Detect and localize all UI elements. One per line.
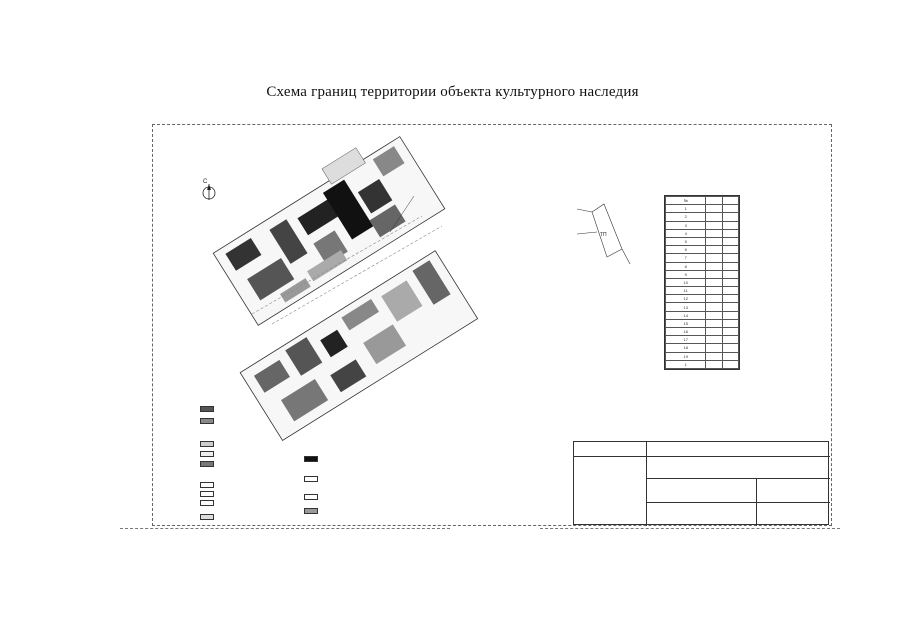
table-cell <box>722 303 738 311</box>
table-cell: 7 <box>666 254 706 262</box>
table-cell: 13 <box>666 303 706 311</box>
table-row <box>666 229 739 237</box>
table-row <box>666 287 739 295</box>
legend-swatch <box>200 406 214 412</box>
table-row <box>666 254 739 262</box>
table-cell <box>722 319 738 327</box>
table-row <box>666 336 739 344</box>
table-cell <box>722 213 738 221</box>
table-cell <box>722 287 738 295</box>
title-block <box>573 441 829 525</box>
table-row <box>666 221 739 229</box>
table-cell <box>706 303 722 311</box>
table-cell <box>722 262 738 270</box>
table-cell: 1 <box>666 205 706 213</box>
table-cell: 9 <box>666 270 706 278</box>
legend-swatch <box>304 508 318 514</box>
table-cell: 18 <box>666 344 706 352</box>
table-cell <box>706 287 722 295</box>
table-cell: 6 <box>666 246 706 254</box>
table-cell: 16 <box>666 328 706 336</box>
table-cell <box>722 336 738 344</box>
table-row <box>666 360 739 368</box>
table-cell <box>706 229 722 237</box>
table-cell <box>706 205 722 213</box>
table-cell: 12 <box>666 295 706 303</box>
table-cell: 3 <box>666 221 706 229</box>
table-cell <box>706 262 722 270</box>
table-cell: 11 <box>666 287 706 295</box>
table-row <box>666 311 739 319</box>
north-arrow-icon <box>203 184 215 200</box>
table-cell <box>706 352 722 360</box>
table-cell: 1 <box>666 360 706 368</box>
table-cell <box>706 319 722 327</box>
legend-swatch <box>200 418 214 424</box>
legend-swatch <box>304 476 318 482</box>
table-cell <box>706 254 722 262</box>
table-row <box>666 295 739 303</box>
legend-swatch <box>304 494 318 500</box>
scan-line <box>120 528 450 529</box>
legend-swatch <box>200 441 214 447</box>
table-row <box>666 270 739 278</box>
table-cell <box>722 270 738 278</box>
table-header-cell: № <box>666 197 706 205</box>
table-cell: 17 <box>666 336 706 344</box>
table-cell <box>722 254 738 262</box>
table-cell <box>706 328 722 336</box>
legend-swatch <box>200 500 214 506</box>
table-cell <box>722 352 738 360</box>
legend-swatch <box>200 451 214 457</box>
table-cell: 10 <box>666 278 706 286</box>
table-cell <box>706 336 722 344</box>
table-cell <box>706 213 722 221</box>
table-cell <box>706 295 722 303</box>
north-label: С <box>203 179 208 185</box>
table-cell: 8 <box>666 262 706 270</box>
scan-line <box>540 528 840 529</box>
table-cell: 14 <box>666 311 706 319</box>
table-cell: 19 <box>666 352 706 360</box>
table-cell <box>722 205 738 213</box>
table-row <box>666 237 739 245</box>
table-cell <box>722 295 738 303</box>
table-header-row <box>666 197 739 205</box>
table-cell: 2 <box>666 213 706 221</box>
page-title: Схема границ территории объекта культурного наследия <box>266 84 639 100</box>
table-row <box>666 246 739 254</box>
table-cell <box>706 344 722 352</box>
table-cell <box>722 237 738 245</box>
svg-text:ТП: ТП <box>600 232 607 238</box>
legend-swatch <box>200 461 214 467</box>
table-row <box>666 319 739 327</box>
table-cell <box>706 278 722 286</box>
table-cell: 4 <box>666 229 706 237</box>
table-row <box>666 303 739 311</box>
table-header-cell <box>706 197 722 205</box>
table-cell <box>722 246 738 254</box>
table-row <box>666 278 739 286</box>
table-row <box>666 328 739 336</box>
table-cell <box>706 311 722 319</box>
table-cell <box>706 270 722 278</box>
table-cell <box>706 237 722 245</box>
table-cell <box>722 328 738 336</box>
table-cell <box>722 344 738 352</box>
table-cell: 15 <box>666 319 706 327</box>
table-cell: 5 <box>666 237 706 245</box>
table-cell <box>722 229 738 237</box>
legend-swatch <box>200 491 214 497</box>
legend-swatch <box>304 456 318 462</box>
table-cell <box>706 246 722 254</box>
table-cell <box>722 278 738 286</box>
table-cell <box>706 221 722 229</box>
table-header-cell <box>722 197 738 205</box>
coordinates-table <box>664 195 740 370</box>
legend-swatch <box>200 482 214 488</box>
table-row <box>666 352 739 360</box>
table-cell <box>722 221 738 229</box>
table-row <box>666 205 739 213</box>
table-row <box>666 213 739 221</box>
table-cell <box>706 360 722 368</box>
legend-swatch <box>200 514 214 520</box>
table-cell <box>722 311 738 319</box>
table-row <box>666 262 739 270</box>
table-cell <box>722 360 738 368</box>
table-row <box>666 344 739 352</box>
